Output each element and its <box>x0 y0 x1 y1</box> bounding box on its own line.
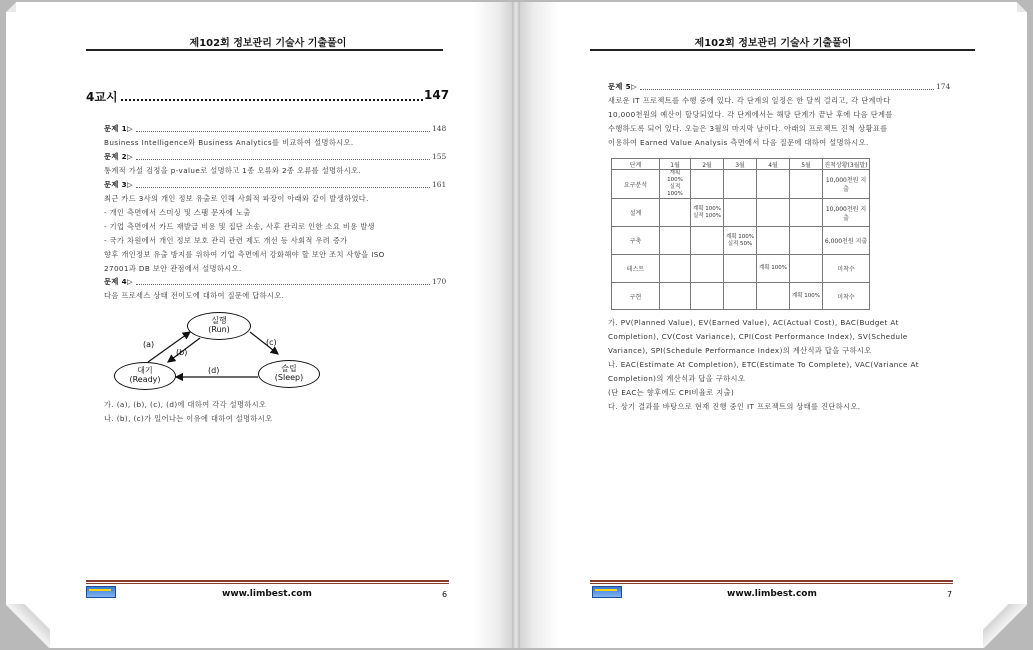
table-stage-cell: 테스트 <box>612 255 660 283</box>
actual-label: 실적 100% <box>667 184 683 197</box>
q5-line-2: 10,000천원의 예산이 할당되었다. 각 단계에서는 해당 단계가 끝난 후에 다음 단계를 <box>608 110 893 119</box>
left-footer-rule-thin <box>86 583 449 584</box>
section-leader-dots <box>121 99 423 101</box>
left-page-number: 6 <box>442 590 448 599</box>
table-cell <box>724 255 757 283</box>
q3-line-1: 최근 카드 3사의 개인 정보 유출로 인해 사회적 파장이 아래와 같이 발생하였다. <box>104 194 369 203</box>
edge-a-label: (a) <box>143 340 155 349</box>
plan-label: 계획 100% <box>667 170 683 183</box>
q4-sub-2: 나. (b), (c)가 일어나는 이유에 대하여 설명하시오 <box>104 414 273 423</box>
q5-leader <box>640 89 934 90</box>
edge-c-label: (c) <box>266 338 277 347</box>
table-header-cell: 단계 <box>612 159 660 170</box>
table-cell <box>790 255 823 283</box>
q5-line-3: 수행하도록 되어 있다. 오늘은 3월의 마지막 날이다. 아래의 프로젝트 진척 상황표를 <box>608 124 888 133</box>
table-stage-cell: 설계 <box>612 199 660 227</box>
q5-line-1: 새로운 IT 프로젝트를 수행 중에 있다. 각 단계의 일정은 한 달씩 걸리고, 각 단계마다 <box>608 96 891 105</box>
q3-line-4: - 국가 차원에서 개인 정보 보호 관리 관련 제도 개선 등 사회적 우려 증가 <box>104 236 348 245</box>
plan-label: 계획 100% <box>725 233 755 240</box>
q5-line-4: 이용하여 Earned Value Analysis 측면에서 다음 질문에 대하여 설명하시오. <box>608 138 869 147</box>
table-cell <box>757 255 790 283</box>
table-stage-cell: 구축 <box>612 227 660 255</box>
table-cell <box>757 199 790 227</box>
state-ready-sublabel: (Ready) <box>129 375 161 384</box>
left-header-rule <box>86 49 443 51</box>
state-run-node <box>187 312 251 340</box>
left-footer-rule <box>86 580 449 582</box>
table-row <box>612 170 870 199</box>
table-cell <box>691 170 724 199</box>
edge-a-arrow <box>148 332 190 362</box>
table-row <box>612 227 870 255</box>
table-status-cell: 10,000천원 지출 <box>823 170 870 199</box>
evm-progress-table <box>611 158 870 310</box>
table-header-cell: 진척상황(3월말) <box>823 159 870 170</box>
table-header-cell: 3월 <box>724 159 757 170</box>
q2-leader <box>136 159 430 160</box>
left-header-title: 제102회 정보관리 기술사 기출풀이 <box>189 38 347 49</box>
left-footer-url[interactable]: www.limbest.com <box>222 589 312 599</box>
table-cell <box>790 170 823 199</box>
q4-page: 170 <box>432 277 447 286</box>
state-run-label: 실행 <box>211 316 227 325</box>
plan-label: 계획 100% <box>692 205 722 212</box>
q4-sub-1: 가. (a), (b), (c), (d)에 대하여 각각 설명하시오 <box>104 400 267 409</box>
table-header-cell: 4월 <box>757 159 790 170</box>
q1-label: 문제 1▷ <box>104 124 133 133</box>
q5-page: 174 <box>936 82 951 91</box>
q3-line-6: 27001과 DB 보안 관점에서 설명하시오. <box>104 264 242 273</box>
table-stage-cell: 요구분석 <box>612 170 660 199</box>
edge-b-label: (b) <box>176 348 188 357</box>
q5-label: 문제 5▷ <box>608 82 637 91</box>
q2-page: 155 <box>432 152 447 161</box>
q3-label: 문제 3▷ <box>104 180 133 189</box>
actual-label: 실적 100% <box>692 212 722 219</box>
state-ready-node <box>114 362 176 390</box>
q4-text: 다음 프로세스 상태 전이도에 대하여 질문에 답하시오. <box>104 291 285 300</box>
plan-label: 계획 100% <box>758 265 788 271</box>
table-header-cell: 2월 <box>691 159 724 170</box>
table-cell <box>724 170 757 199</box>
table-cell <box>757 283 790 310</box>
limbest-logo-right <box>592 586 622 598</box>
actual-label: 실적 50% <box>727 240 753 247</box>
right-header-rule <box>590 49 975 51</box>
section-page-number: 147 <box>424 88 450 102</box>
q2-label: 문제 2▷ <box>104 152 133 161</box>
table-cell <box>691 283 724 310</box>
q1-page: 148 <box>432 124 447 133</box>
table-header-cell: 5월 <box>790 159 823 170</box>
page-curl-prev[interactable] <box>6 604 50 648</box>
edge-d-label: (d) <box>208 366 220 375</box>
q5-sub-5: Completion)의 계산식과 답을 구하시오 <box>608 374 746 383</box>
page-corner-top-right <box>1017 2 1027 12</box>
table-cell <box>757 227 790 255</box>
q2-text: 통계적 가설 검정을 p-value로 설명하고 1종 오류와 2종 오류를 설명하시오. <box>104 166 362 175</box>
table-cell <box>724 227 757 255</box>
table-cell <box>691 227 724 255</box>
q1-text: Business Intelligence와 Business Analytics를 비교하여 설명하시오. <box>104 138 354 147</box>
right-footer-url[interactable]: www.limbest.com <box>727 589 817 599</box>
page-corner-top-left <box>6 2 16 12</box>
q3-line-3: - 기업 측면에서 카드 재발급 비용 및 집단 소송, 사후 관리로 인한 소요 비용 발생 <box>104 222 375 231</box>
right-header-title: 제102회 정보관리 기술사 기출풀이 <box>694 38 852 49</box>
state-run-sublabel: (Run) <box>208 325 230 334</box>
table-row <box>612 255 870 283</box>
right-footer-rule <box>590 580 953 582</box>
table-cell <box>691 255 724 283</box>
process-state-diagram <box>110 310 330 395</box>
table-status-cell: 10,000천원 지출 <box>823 199 870 227</box>
q3-line-2: - 개인 측면에서 스미싱 및 스팸 문자에 노출 <box>104 208 251 217</box>
table-cell <box>660 227 691 255</box>
right-footer-rule-thin <box>590 583 953 584</box>
table-cell <box>660 255 691 283</box>
table-cell <box>660 170 691 199</box>
table-cell <box>724 199 757 227</box>
q1-leader <box>136 131 430 132</box>
q3-line-5: 향후 개인정보 유출 방지를 위하여 기업 측면에서 강화해야 할 보안 조치 사항을 ISO <box>104 250 385 259</box>
q5-sub-3: Variance), SPI(Schedule Performance Index)의 계산식과 답을 구하시오 <box>608 346 872 355</box>
state-sleep-node <box>258 360 320 388</box>
q5-sub-4: 나. EAC(Estimate At Completion), ETC(Estimate To Complete), VAC(Variance At <box>608 360 919 369</box>
table-cell <box>790 283 823 310</box>
table-cell <box>660 199 691 227</box>
q3-leader <box>136 187 430 188</box>
state-ready-label: 대기 <box>137 366 153 375</box>
table-header-cell: 1월 <box>660 159 691 170</box>
q4-label: 문제 4▷ <box>104 277 133 286</box>
table-cell <box>757 170 790 199</box>
table-cell <box>724 283 757 310</box>
table-cell <box>691 199 724 227</box>
page-curl-next[interactable] <box>983 604 1027 648</box>
q4-leader <box>136 284 430 285</box>
q3-page: 161 <box>432 180 447 189</box>
q5-sub-1: 가. PV(Planned Value), EV(Earned Value), AC(Actual Cost), BAC(Budget At <box>608 318 899 327</box>
table-stage-cell: 구현 <box>612 283 660 310</box>
book-gutter <box>512 2 520 648</box>
table-cell <box>790 199 823 227</box>
table-cell <box>660 283 691 310</box>
table-status-cell: 6,000천원 지출 <box>823 227 870 255</box>
table-header-row <box>612 159 870 170</box>
q5-sub-6: (단 EAC는 향후에도 CPI비율로 지출) <box>608 388 735 397</box>
table-row <box>612 283 870 310</box>
state-sleep-sublabel: (Sleep) <box>274 373 304 382</box>
table-cell <box>790 227 823 255</box>
q5-sub-7: 다. 상기 결과를 바탕으로 현재 진행 중인 IT 프로젝트의 상태를 진단하시오. <box>608 402 861 411</box>
right-page-number: 7 <box>947 590 953 599</box>
table-row <box>612 199 870 227</box>
q5-sub-2: Completion), CV(Cost Variance), CPI(Cost Performance Index), SV(Schedule <box>608 332 908 341</box>
plan-label: 계획 100% <box>791 292 821 299</box>
table-status-cell: 미착수 <box>823 283 870 310</box>
state-sleep-label: 슬립 <box>281 364 297 373</box>
section-title: 4교시 <box>86 90 118 104</box>
limbest-logo-left <box>86 586 116 598</box>
table-status-cell: 미착수 <box>823 255 870 283</box>
